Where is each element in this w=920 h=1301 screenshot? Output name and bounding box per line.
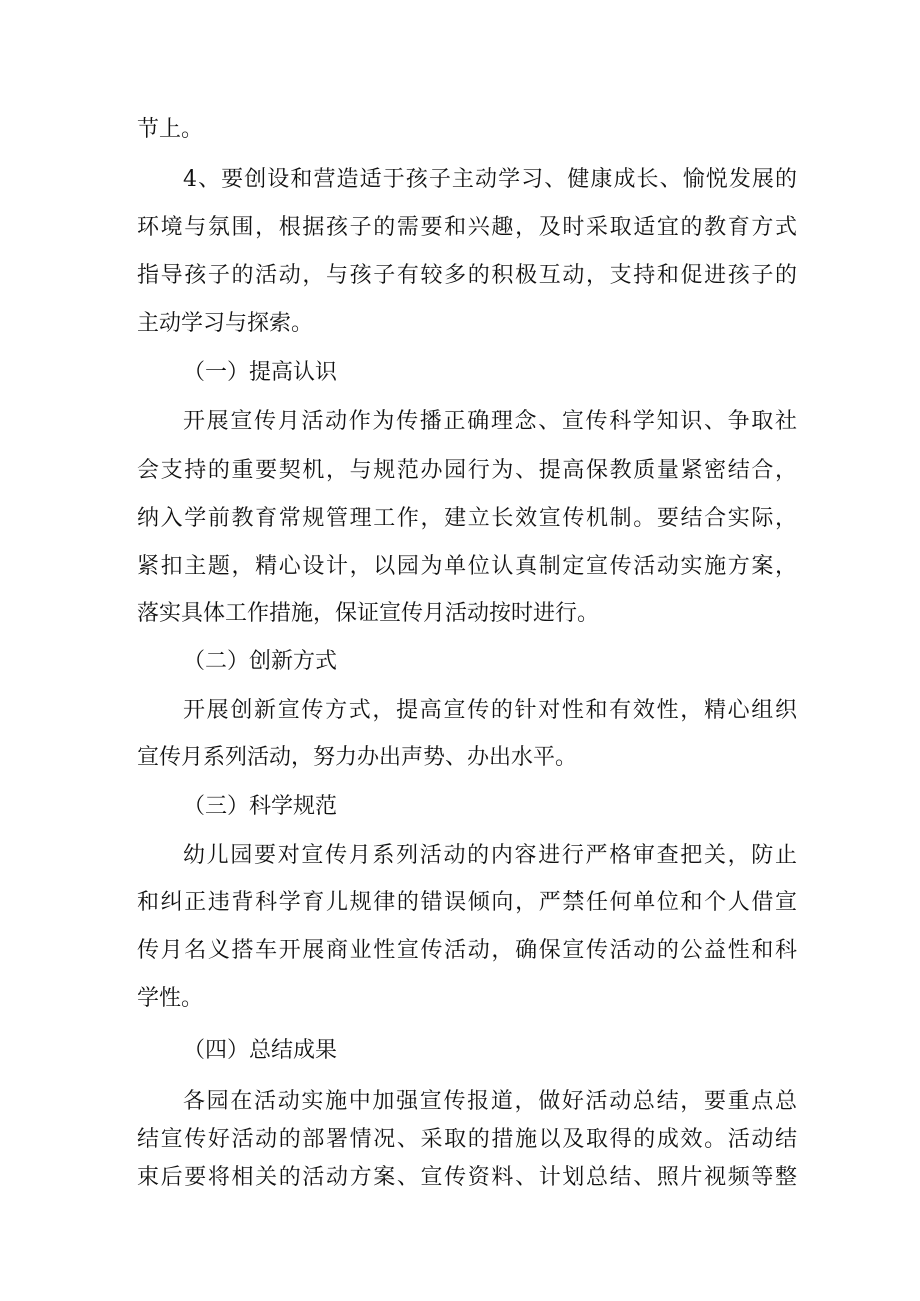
text-line: 结宣传好活动的部署情况、采取的措施以及取得的成效。活动结 [137,1127,797,1152]
text-line: 传月名义搭车开展商业性宣传活动，确保宣传活动的公益性和科 [137,938,797,963]
section-heading: （二）创新方式 [183,649,338,674]
text-line: 开展创新宣传方式，提高宣传的针对性和有效性，精心组织 [183,698,797,723]
section-heading: （一）提高认识 [183,360,338,385]
text-line: 指导孩子的活动，与孩子有较多的积极互动，支持和促进孩子的 [137,263,797,288]
text-line: 落实具体工作措施，保证宣传月活动按时进行。 [137,601,600,626]
text-line: 束后要将相关的活动方案、宣传资料、计划总结、照片视频等整 [137,1165,797,1190]
section-heading: （三）科学规范 [183,794,338,819]
section-heading: （四）总结成果 [183,1038,338,1063]
text-line: 各园在活动实施中加强宣传报道，做好活动总结，要重点总 [183,1089,797,1114]
text-line: 学性。 [137,986,204,1011]
text-line: 和纠正违背科学育儿规律的错误倾向，严禁任何单位和个人借宣 [137,890,797,915]
text-line: 开展宣传月活动作为传播正确理念、宣传科学知识、争取社 [183,409,797,434]
text-line: 环境与氛围，根据孩子的需要和兴趣，及时采取适宜的教育方式 [137,215,797,240]
text-line: 紧扣主题，精心设计，以园为单位认真制定宣传活动实施方案， [137,554,797,579]
text-line: 4、要创设和营造适于孩子主动学习、健康成长、愉悦发展的 [183,167,797,192]
text-line: 宣传月系列活动，努力办出声势、办出水平。 [137,745,578,770]
text-line: 主动学习与探索。 [137,311,314,336]
text-line: 纳入学前教育常规管理工作，建立长效宣传机制。要结合实际， [137,506,797,531]
text-line: 会支持的重要契机，与规范办园行为、提高保教质量紧密结合， [137,458,797,483]
text-line: 节上。 [137,117,204,142]
text-line: 幼儿园要对宣传月系列活动的内容进行严格审查把关，防止 [183,843,797,868]
